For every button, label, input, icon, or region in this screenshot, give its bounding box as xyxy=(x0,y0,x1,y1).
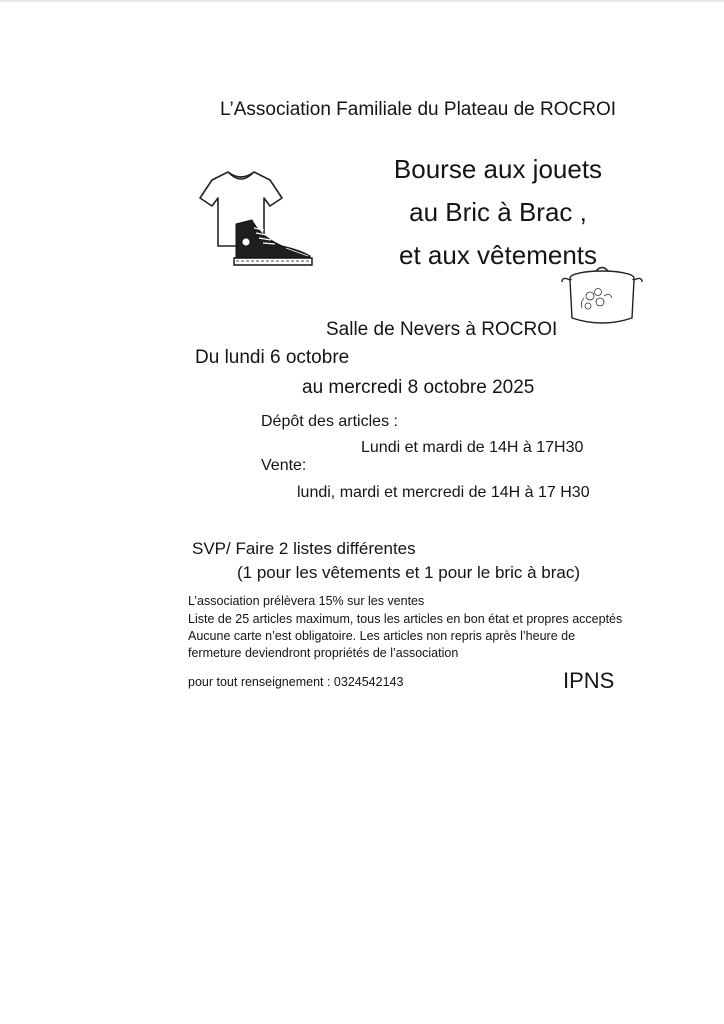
note-line: Aucune carte n’est obligatoire. Les articles non repris après l’heure de xyxy=(188,629,576,643)
deposit-label: Dépôt des articles : xyxy=(261,413,398,430)
sale-times: lundi, mardi et mercredi de 14H à 17 H30 xyxy=(297,484,590,501)
note-line: fermeture deviendront propriétés de l’association xyxy=(188,646,459,660)
date-end: au mercredi 8 octobre 2025 xyxy=(302,377,535,398)
contact-info: pour tout renseignement : 0324542143 xyxy=(188,675,404,689)
deposit-times: Lundi et mardi de 14H à 17H30 xyxy=(361,439,584,456)
instruction-line-1: SVP/ Faire 2 listes différentes xyxy=(192,539,416,558)
title-line-1: Bourse aux jouets xyxy=(393,154,603,184)
instruction-line-2: (1 pour les vêtements et 1 pour le bric à brac) xyxy=(237,563,580,582)
note-line: Liste de 25 articles maximum, tous les articles en bon état et propres acceptés xyxy=(188,612,623,626)
sneaker-icon xyxy=(230,216,314,268)
organization-name: L’Association Familiale du Plateau de ROCROI xyxy=(220,99,617,120)
date-start: Du lundi 6 octobre xyxy=(195,347,350,368)
note-line: L’association prélèvera 15% sur les ventes xyxy=(188,594,425,608)
sale-label: Vente: xyxy=(261,457,307,474)
title-line-3: et aux vêtements xyxy=(399,240,597,270)
cooking-pot-icon xyxy=(560,262,644,328)
event-title xyxy=(372,148,624,277)
scan-edge xyxy=(0,0,724,2)
title-line-2: au Bric à Brac , xyxy=(409,197,587,227)
ipns-mark: IPNS xyxy=(563,668,615,693)
venue: Salle de Nevers à ROCROI xyxy=(326,319,558,340)
